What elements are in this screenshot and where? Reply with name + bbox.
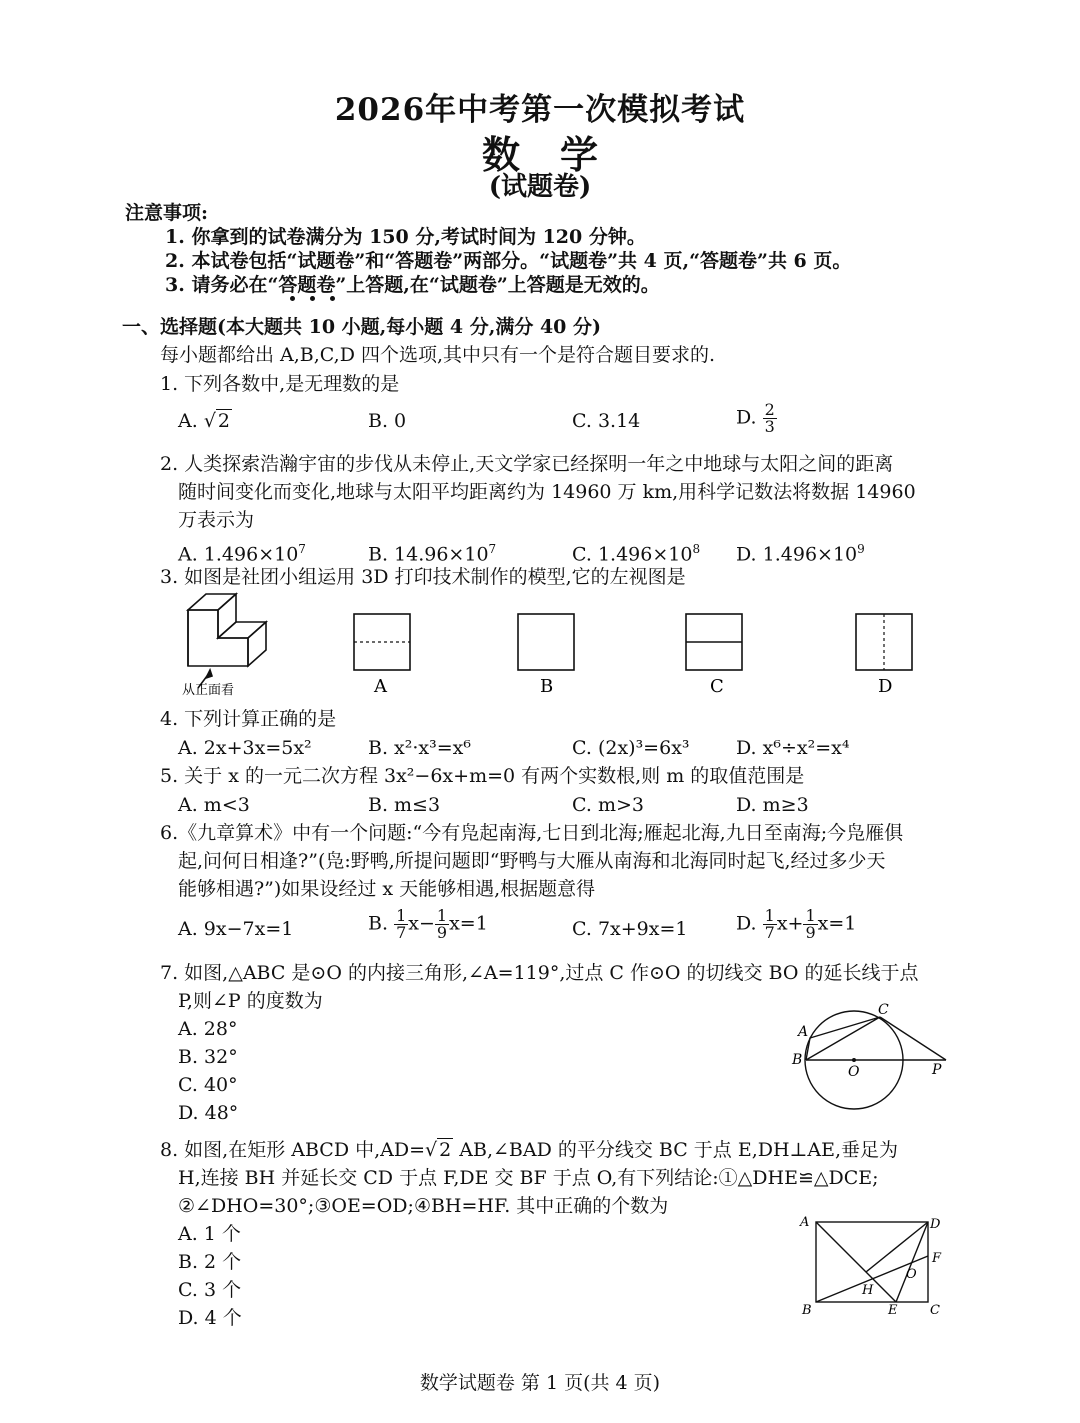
section-heading: 一、选择题(本大题共 10 小题,每小题 4 分,满分 40 分) bbox=[122, 316, 601, 338]
radicand: 2 bbox=[217, 410, 231, 432]
notice-heading: 注意事项: bbox=[125, 202, 209, 224]
page-footer: 数学试题卷 第 1 页(共 4 页) bbox=[419, 1372, 661, 1394]
emphasis-dot bbox=[330, 296, 335, 301]
q2-line-2: 随时间变化而变化,地球与太阳平均距离约为 14960 万 km,用科学记数法将数据 14960 bbox=[178, 481, 916, 503]
notice-item-2: 2. 本试卷包括“试题卷”和“答题卷”两部分。“试题卷”共 4 页,“答题卷”共 6 页。 bbox=[165, 250, 852, 272]
q5-stem: 5. 关于 x 的一元二次方程 3x²−6x+m=0 有两个实数根,则 m 的取值范围是 bbox=[160, 765, 805, 787]
fraction: $\frac{1}{9}$ bbox=[436, 906, 448, 942]
label-a: A bbox=[798, 1024, 809, 1040]
fraction: $\frac{2}{3}$ bbox=[764, 400, 775, 436]
q8-line-2: H,连接 BH 并延长交 CD 于点 F,DE 交 BF 于点 O,有下列结论:①△DHE≌△DCE; bbox=[178, 1167, 879, 1189]
label-a: A bbox=[800, 1215, 810, 1230]
subject-title: 数学 bbox=[481, 132, 638, 177]
q8-line-1: 8. 如图,在矩形 ABCD 中,AD=√ 2 AB,∠BAD 的平分线交 BC 于点 E,DH⊥AE,垂足为 bbox=[160, 1139, 899, 1161]
q5-option-a: A. m<3 bbox=[178, 794, 250, 816]
q8-option-a: A. 1 个 bbox=[178, 1223, 241, 1245]
q7-option-a: A. 28° bbox=[178, 1018, 238, 1040]
line-de bbox=[896, 1222, 928, 1302]
emphasis-dot bbox=[290, 296, 295, 301]
q2-option-c: C. $1.496\times 10^8$ bbox=[572, 542, 701, 566]
q2-option-b: B. $14.96\times 10^7$ bbox=[368, 542, 497, 566]
q3-figures bbox=[170, 588, 960, 700]
view-a-label: A bbox=[374, 676, 387, 697]
line-ae bbox=[816, 1222, 896, 1302]
q1-option-b: B. 0 bbox=[368, 410, 407, 432]
q8-option-d: D. 4 个 bbox=[178, 1307, 242, 1329]
option-label: A. bbox=[178, 410, 198, 432]
label-b: B bbox=[802, 1303, 812, 1318]
front-view-label: 从正面看 bbox=[182, 683, 235, 698]
label-o: O bbox=[848, 1064, 860, 1080]
fraction: $\frac{1}{7}$ bbox=[396, 906, 407, 942]
q6-line-1: 6.《九章算术》中有一个问题:“今有凫起南海,七日到北海;雁起北海,九日至南海;今凫雁俱 bbox=[160, 822, 904, 844]
q6-option-d: D. $\frac{1}{7}$ x+ $\frac{1}{9}$ x=1 bbox=[736, 906, 857, 942]
label-o: O bbox=[906, 1267, 917, 1282]
q3-stem: 3. 如图是社团小组运用 3D 打印技术制作的模型,它的左视图是 bbox=[160, 566, 686, 588]
fraction: $\frac{1}{9}$ bbox=[805, 906, 816, 942]
label-c: C bbox=[930, 1303, 940, 1318]
q8-line-3: ②∠DHO=30°;③OE=OD;④BH=HF. 其中正确的个数为 bbox=[178, 1195, 669, 1217]
notice-item-3: 3. 请务必在“答题卷”上答题,在“试题卷”上答题是无效的。 bbox=[165, 274, 660, 296]
q7-line-1: 7. 如图,△ABC 是⊙O 的内接三角形,∠A=119°,过点 C 作⊙O 的切线交 BO 的延长线于点 bbox=[160, 962, 919, 984]
label-h: H bbox=[862, 1283, 874, 1298]
q8-option-c: C. 3 个 bbox=[178, 1279, 242, 1301]
exam-title: 2026年中考第一次模拟考试 bbox=[334, 92, 746, 128]
view-b-label: B bbox=[540, 676, 554, 697]
q4-option-a: A. 2x+3x=5x² bbox=[178, 737, 312, 759]
fraction: $\frac{1}{7}$ bbox=[764, 906, 775, 942]
view-b-square bbox=[518, 614, 574, 670]
q6-option-c: C. 7x+9x=1 bbox=[572, 918, 688, 940]
q4-option-d: D. x⁶÷x²=x⁴ bbox=[736, 737, 850, 759]
q1-option-d bbox=[736, 402, 777, 435]
tangent-cp bbox=[880, 1017, 946, 1060]
notice-item-1: 1. 你拿到的试卷满分为 150 分,考试时间为 120 分钟。 bbox=[165, 226, 646, 248]
label-b: B bbox=[792, 1052, 803, 1068]
q5-option-d: D. m≥3 bbox=[736, 794, 809, 816]
q4-stem: 4. 下列计算正确的是 bbox=[160, 708, 337, 730]
view-d-label: D bbox=[878, 676, 893, 697]
q7-line-2: P,则∠P 的度数为 bbox=[178, 990, 323, 1012]
section-instruction: 每小题都给出 A,B,C,D 四个选项,其中只有一个是符合题目要求的. bbox=[160, 344, 716, 366]
q1-option-a: A. √ 2 bbox=[178, 410, 231, 432]
q6-line-2: 起,问何日相逢?”(凫:野鸭,所提问题即“野鸭与大雁从南海和北海同时起飞,经过多少天 bbox=[178, 850, 886, 872]
q2-line-3: 万表示为 bbox=[178, 509, 255, 531]
q5-option-b: B. m≤3 bbox=[368, 794, 441, 816]
label-e: E bbox=[888, 1303, 898, 1318]
emphasis-dot bbox=[310, 296, 315, 301]
q7-option-b: B. 32° bbox=[178, 1046, 238, 1068]
q2-option-a: A. $1.496\times 10^7$ bbox=[178, 542, 306, 566]
q2-line-1: 2. 人类探索浩瀚宇宙的步伐从未停止,天文学家已经探明一年之中地球与太阳之间的距离 bbox=[160, 453, 894, 475]
q1-stem: 1. 下列各数中,是无理数的是 bbox=[160, 373, 400, 395]
triangle-abc bbox=[806, 1017, 880, 1060]
q7-option-d: D. 48° bbox=[178, 1102, 239, 1124]
q6-line-3: 能够相遇?”)如果设经过 x 天能够相遇,根据题意得 bbox=[178, 878, 596, 900]
radicand: 2 bbox=[439, 1139, 452, 1161]
option-label: D. bbox=[736, 406, 757, 429]
q4-option-b: B. x²·x³=x⁶ bbox=[368, 737, 471, 759]
q2-option-d: D. $1.496\times 10^9$ bbox=[736, 542, 865, 566]
q5-option-c: C. m>3 bbox=[572, 794, 644, 816]
q6-option-b: B. $\frac{1}{7}$ x− $\frac{1}{9}$ x=1 bbox=[368, 906, 488, 942]
label-f: F bbox=[932, 1251, 942, 1266]
paper-subtitle: (试题卷) bbox=[488, 172, 592, 202]
3d-model-figure bbox=[188, 594, 266, 688]
q7-circle-figure bbox=[786, 1000, 956, 1118]
q4-option-c: C. (2x)³=6x³ bbox=[572, 737, 690, 759]
q6-option-a: A. 9x−7x=1 bbox=[178, 918, 294, 940]
label-d: D bbox=[930, 1217, 941, 1232]
label-p: P bbox=[932, 1062, 942, 1078]
label-c: C bbox=[878, 1002, 889, 1018]
q7-option-c: C. 40° bbox=[178, 1074, 238, 1096]
center-dot bbox=[852, 1058, 856, 1062]
view-c-label: C bbox=[710, 676, 724, 697]
q1-option-c: C. 3.14 bbox=[572, 410, 641, 432]
q8-option-b: B. 2 个 bbox=[178, 1251, 242, 1273]
q8-rectangle-figure bbox=[796, 1210, 952, 1322]
